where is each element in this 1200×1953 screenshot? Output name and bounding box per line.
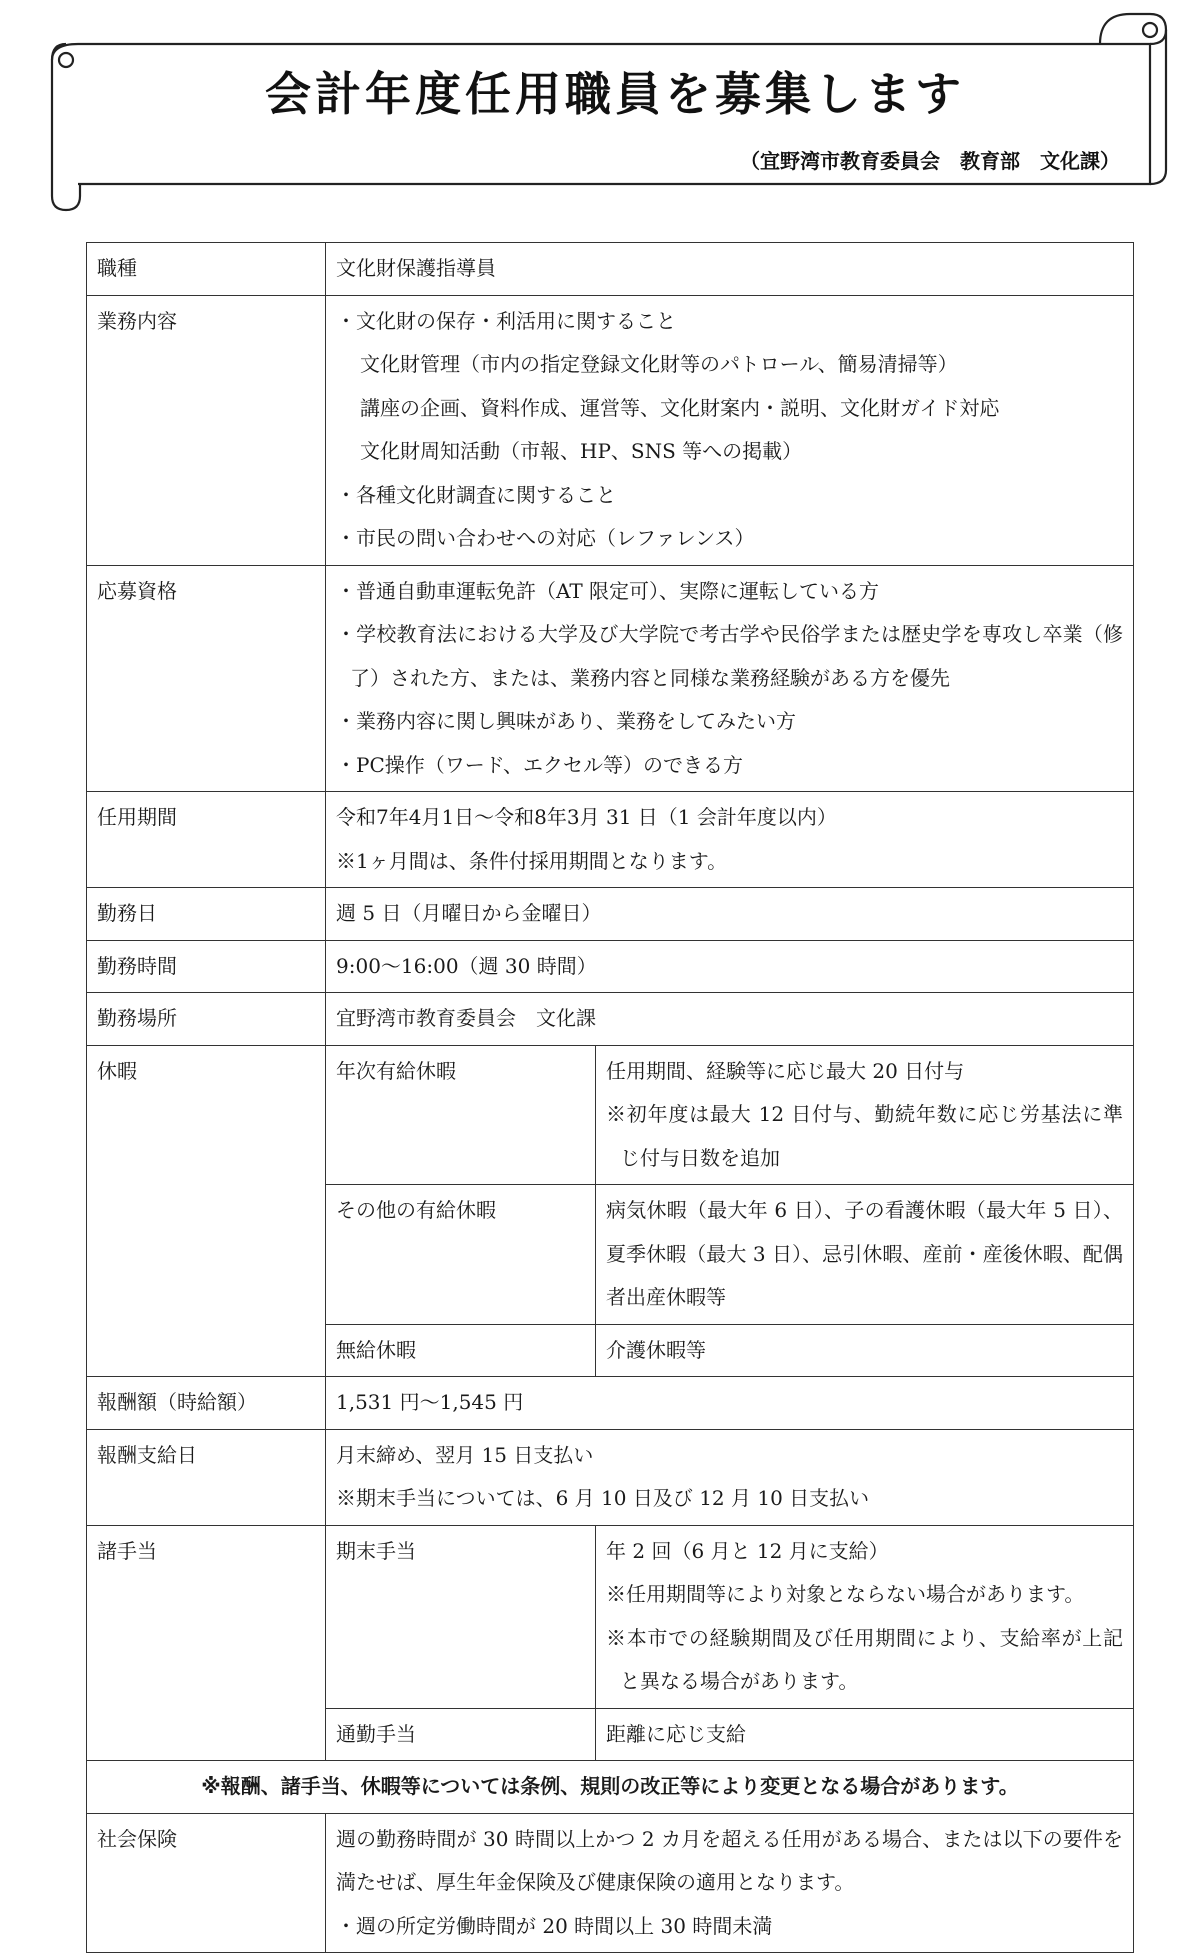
label-pay-day: 報酬支給日 <box>87 1429 326 1525</box>
value-pay-day <box>326 1429 1134 1525</box>
qualification-item: ・普通自動車運転免許（AT 限定可）、実際に運転している方 <box>336 578 880 603</box>
value-allowances <box>326 1525 1134 1761</box>
allowance-type: 期末手当 <box>326 1526 596 1709</box>
leave-table <box>326 1046 1133 1377</box>
allowance-detail <box>596 1526 1134 1709</box>
row-term <box>87 792 1134 888</box>
row-pay-day <box>87 1429 1134 1525</box>
value-leave <box>326 1045 1134 1377</box>
value-work-days: 週 5 日（月曜日から金曜日） <box>326 888 1134 941</box>
qualification-item: ・学校教育法における大学及び大学院で考古学や民俗学または歴史学を専攻し卒業（修了）された方、または、業務内容と同様な業務経験がある方を優先 <box>336 622 1123 690</box>
leave-row <box>326 1324 1133 1376</box>
allowance-row <box>326 1708 1133 1760</box>
duty-subitem: 文化財周知活動（市報、HP、SNS 等への掲載） <box>360 439 803 463</box>
leave-row <box>326 1046 1133 1185</box>
duty-item: ・文化財の保存・利活用に関すること <box>336 308 676 333</box>
leave-row <box>326 1185 1133 1325</box>
label-work-place: 勤務場所 <box>87 993 326 1046</box>
label-term: 任用期間 <box>87 792 326 888</box>
allowance-detail-note: ※任用期間等により対象とならない場合があります。 <box>606 1582 1085 1606</box>
label-qualifications: 応募資格 <box>87 565 326 792</box>
row-work-hours <box>87 940 1134 993</box>
qualification-item: ・PC操作（ワード、エクセル等）のできる方 <box>336 752 743 777</box>
value-insurance <box>326 1813 1134 1953</box>
label-work-days: 勤務日 <box>87 888 326 941</box>
allowance-type: 通勤手当 <box>326 1708 596 1760</box>
page-title: 会計年度任用職員を募集します <box>265 67 965 121</box>
leave-detail <box>596 1046 1134 1185</box>
row-wage <box>87 1377 1134 1430</box>
leave-detail: 病気休暇（最大年 6 日）、子の看護休暇（最大年 5 日）、夏季休暇（最大 3 日）、忌引休暇、産前・産後休暇、配偶者出産休暇等 <box>596 1185 1134 1325</box>
leave-type: 無給休暇 <box>326 1324 596 1376</box>
value-duties <box>326 295 1134 565</box>
duty-item: ・各種文化財調査に関すること <box>336 482 616 507</box>
leave-type: 年次有給休暇 <box>326 1046 596 1185</box>
term-period: 令和7年4月1日～令和8年3月 31 日（1 会計年度以内） <box>336 805 837 829</box>
row-allowances <box>87 1525 1134 1761</box>
qualification-item: ・業務内容に関し興味があり、業務をしてみたい方 <box>336 709 796 733</box>
duty-item: ・市民の問い合わせへの対応（レファレンス） <box>336 526 755 550</box>
term-note: ※1ヶ月間は、条件付採用期間となります。 <box>336 848 728 873</box>
leave-detail-note: ※初年度は最大 12 日付与、勤続年数に応じ労基法に準じ付与日数を追加 <box>606 1102 1123 1170</box>
label-duties: 業務内容 <box>87 295 326 565</box>
row-insurance <box>87 1813 1134 1953</box>
job-details-table <box>86 242 1134 1953</box>
label-allowances: 諸手当 <box>87 1525 326 1761</box>
allowances-table <box>326 1526 1133 1761</box>
value-job-type: 文化財保護指導員 <box>326 243 1134 296</box>
duty-subitem: 文化財管理（市内の指定登録文化財等のパトロール、簡易清掃等） <box>360 352 958 376</box>
value-qualifications <box>326 565 1134 792</box>
insurance-requirement: ・週の所定労働時間が 20 時間以上 30 時間未満 <box>336 1913 773 1938</box>
insurance-text: 週の勤務時間が 30 時間以上かつ 2 カ月を超える任用がある場合、または以下の要件を満たせば、厚生年金保険及び健康保険の適用となります。 <box>336 1826 1123 1894</box>
label-insurance: 社会保険 <box>87 1813 326 1953</box>
leave-detail-text: 任用期間、経験等に応じ最大 20 日付与 <box>606 1058 965 1083</box>
value-work-place: 宜野湾市教育委員会 文化課 <box>326 993 1134 1046</box>
label-leave: 休暇 <box>87 1045 326 1377</box>
label-work-hours: 勤務時間 <box>87 940 326 993</box>
pay-day-text: 月末締め、翌月 15 日支払い <box>336 1442 594 1467</box>
row-leave <box>87 1045 1134 1377</box>
change-notice: ※報酬、諸手当、休暇等については条例、規則の改正等により変更となる場合があります。 <box>87 1761 1134 1814</box>
leave-type: その他の有給休暇 <box>326 1185 596 1325</box>
row-notice <box>87 1761 1134 1814</box>
value-term <box>326 792 1134 888</box>
label-job-type: 職種 <box>87 243 326 296</box>
row-work-place <box>87 993 1134 1046</box>
duty-subitem: 講座の企画、資料作成、運営等、文化財案内・説明、文化財ガイド対応 <box>360 395 1000 420</box>
pay-day-note: ※期末手当については、6 月 10 日及び 12 月 10 日支払い <box>336 1486 870 1510</box>
label-wage: 報酬額（時給額） <box>87 1377 326 1430</box>
row-job-type <box>87 243 1134 296</box>
allowance-detail-text: 年 2 回（6 月と 12 月に支給） <box>606 1538 889 1563</box>
value-wage: 1,531 円～1,545 円 <box>326 1377 1134 1430</box>
allowance-detail: 距離に応じ支給 <box>596 1708 1134 1760</box>
allowance-row <box>326 1526 1133 1709</box>
value-work-hours: 9:00～16:00（週 30 時間） <box>326 940 1134 993</box>
leave-detail: 介護休暇等 <box>596 1324 1134 1376</box>
allowance-detail-note: ※本市での経験期間及び任用期間により、支給率が上記と異なる場合があります。 <box>606 1625 1123 1693</box>
row-qualifications <box>87 565 1134 792</box>
department-subtitle: （宜野湾市教育委員会 教育部 文化課） <box>740 149 1120 173</box>
row-duties <box>87 295 1134 565</box>
row-work-days <box>87 888 1134 941</box>
